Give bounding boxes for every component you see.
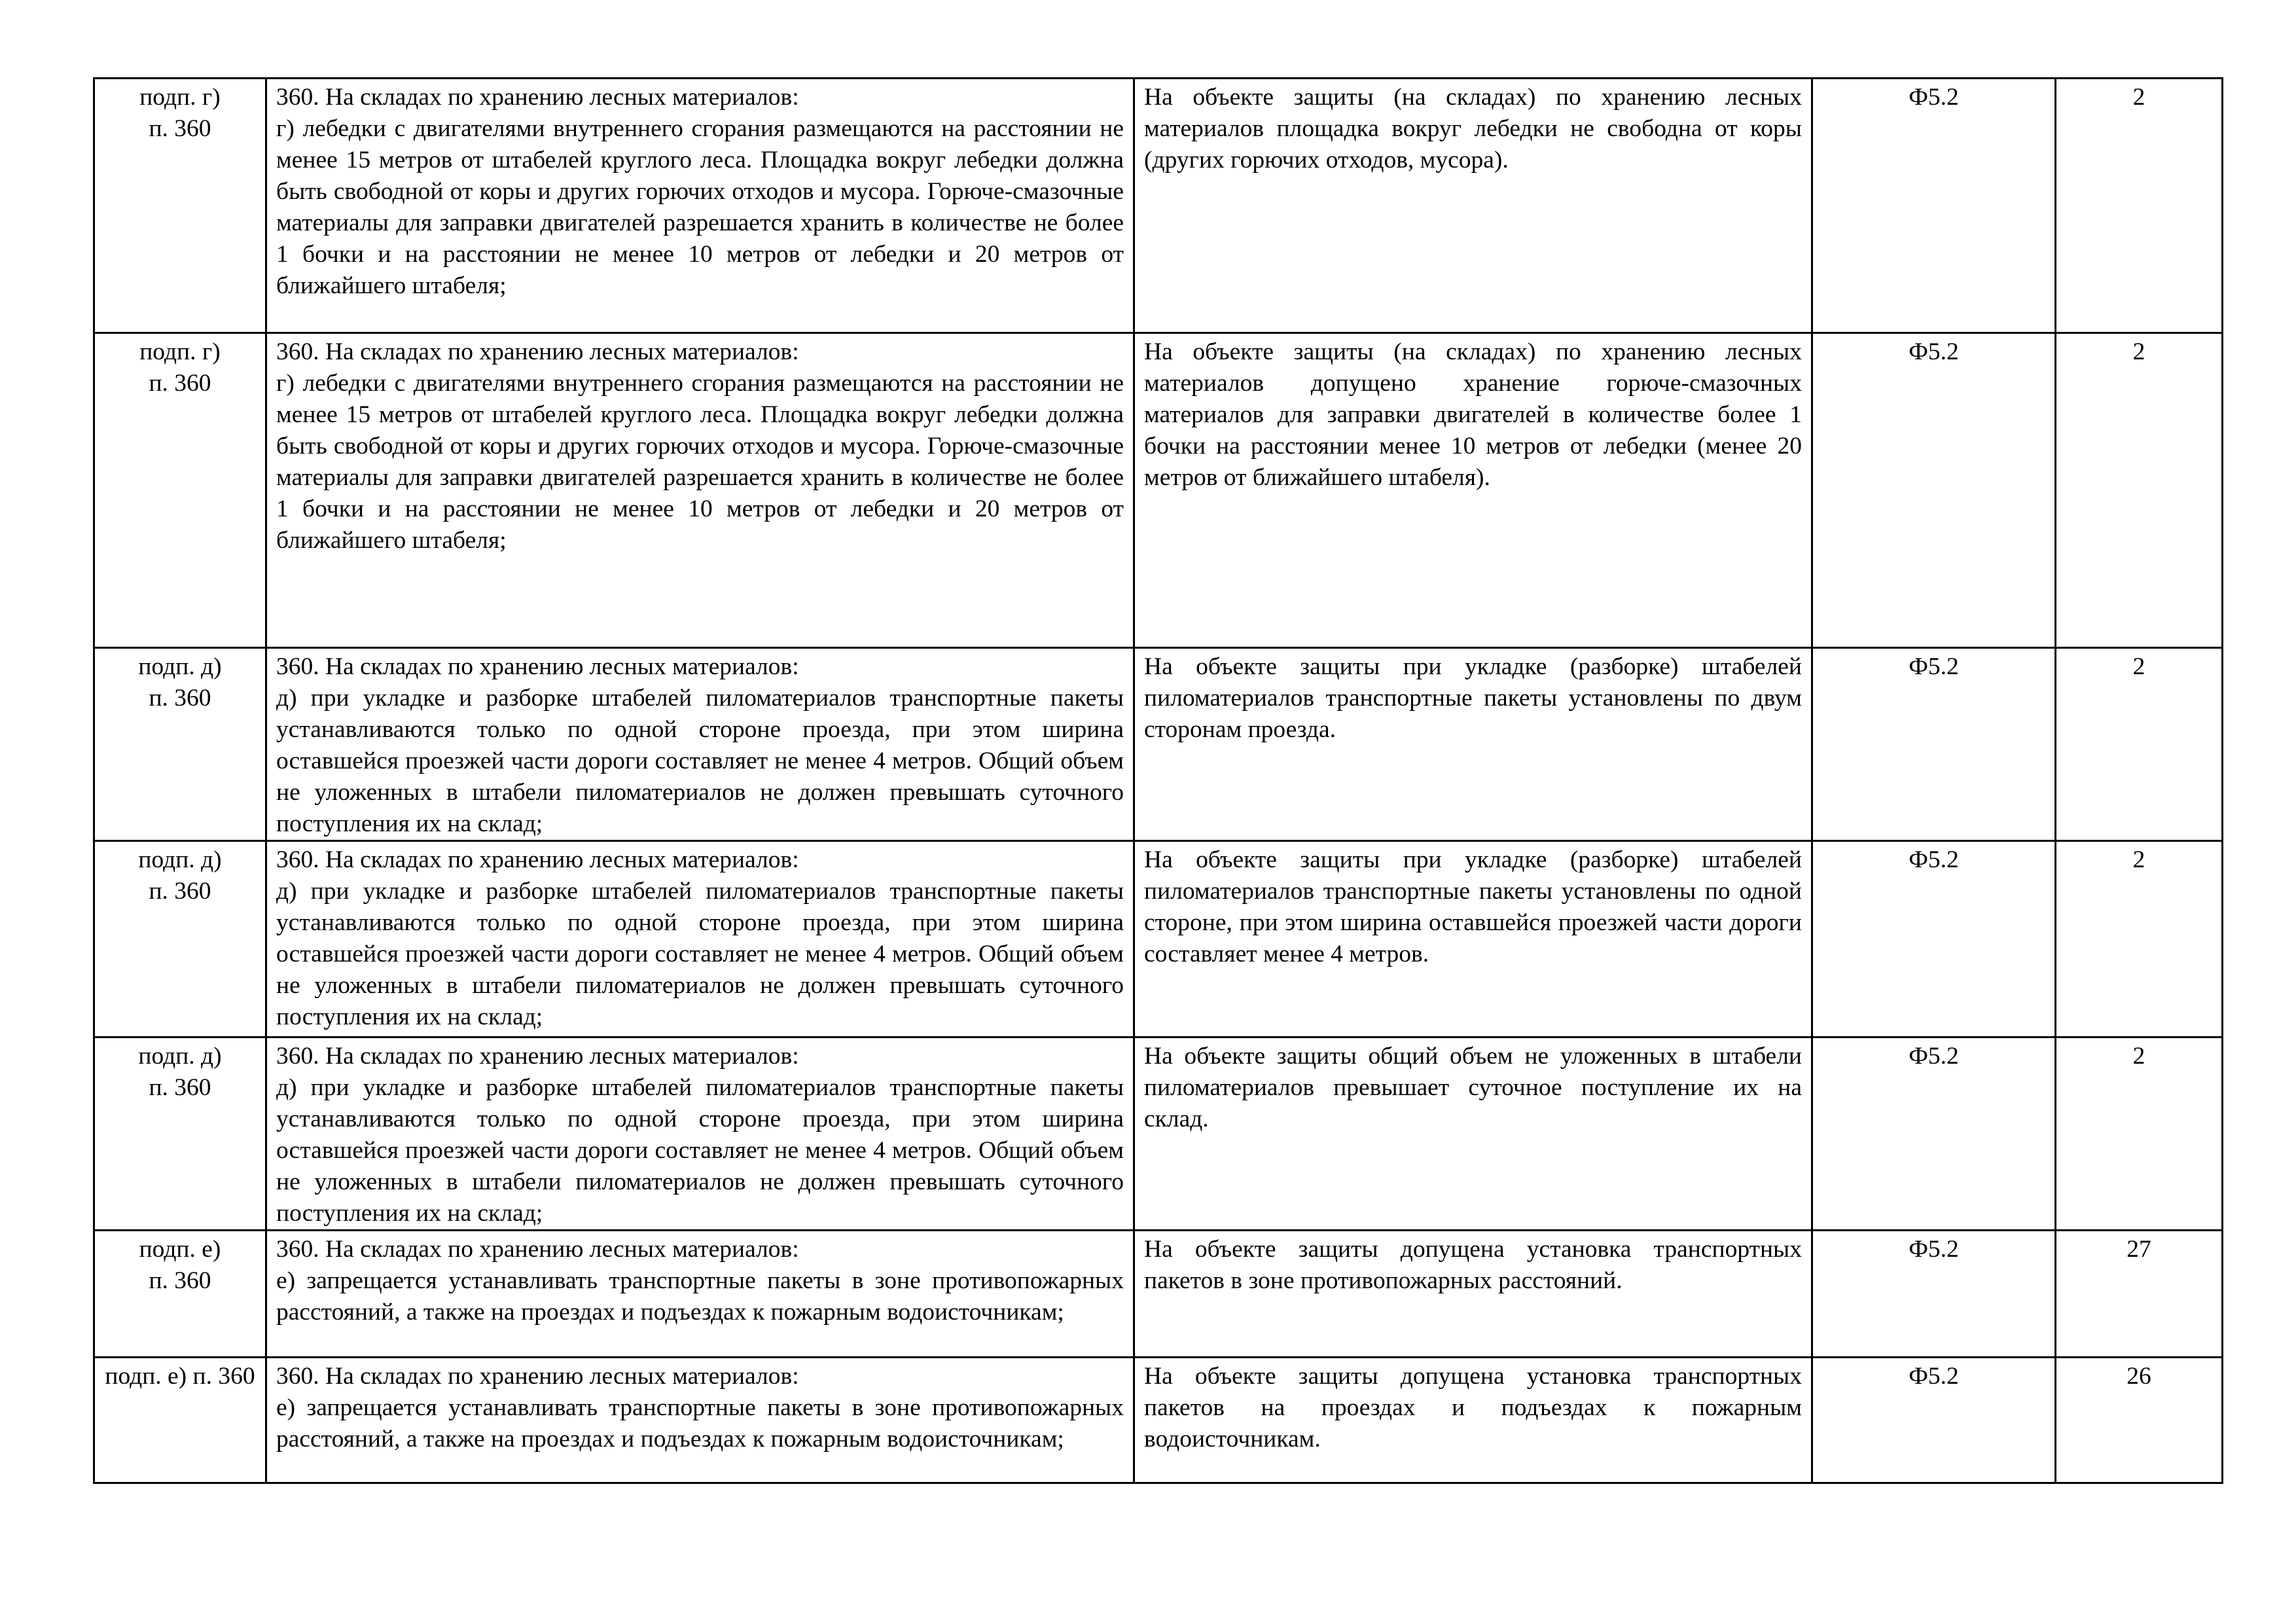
table-row (94, 79, 2223, 333)
requirement-body: г) лебедки с двигателями внутреннего сгорания размещаются на расстоянии не менее 15 метров от штабелей круглого леса. Площадка вокруг лебедки должна быть свободной от коры и других горючих отходов и мусора. Горюче-смазочные материалы для заправки двигателей разрешается хранить в количестве не более 1 бочки и на расстоянии не менее 10 метров от лебедки и 20 метров от ближайшего штабеля; (276, 115, 1124, 299)
requirement-title: 360. На складах по хранению лесных материалов: (276, 653, 799, 680)
row-number: 27 (2056, 1231, 2223, 1358)
row-number: 2 (2056, 841, 2223, 1038)
table-row (94, 1038, 2223, 1231)
table-row (94, 648, 2223, 841)
violation-text: На объекте защиты (на складах) по хранению лесных материалов площадка вокруг лебедки не свободна от коры (других горючих отходов, мусора). (1134, 79, 1812, 333)
requirement-title: 360. На складах по хранению лесных материалов: (276, 846, 799, 873)
requirement-body: д) при укладке и разборке штабелей пиломатериалов транспортные пакеты устанавливаются только по одной стороне проезда, при этом ширина оставшейся проезжей части дороги составляет не менее 4 метров. Общий объем не уложенных в штабели пиломатериалов не должен превышать суточного поступления их на склад; (276, 1074, 1124, 1227)
hazard-class: Ф5.2 (1812, 841, 2056, 1038)
requirement-body: е) запрещается устанавливать транспортные пакеты в зоне противопожарных расстояний, а также на проездах и подъездах к пожарным водоисточникам; (276, 1394, 1124, 1453)
hazard-class: Ф5.2 (1812, 79, 2056, 333)
table-row (94, 333, 2223, 648)
clause-reference: подп. д) п. 360 (94, 1038, 266, 1231)
table-row (94, 1358, 2223, 1483)
hazard-class: Ф5.2 (1812, 1231, 2056, 1358)
requirement-body: д) при укладке и разборке штабелей пиломатериалов транспортные пакеты устанавливаются только по одной стороне проезда, при этом ширина оставшейся проезжей части дороги составляет не менее 4 метров. Общий объем не уложенных в штабели пиломатериалов не должен превышать суточного поступления их на склад; (276, 878, 1124, 1030)
clause-reference: подп. е) п. 360 (94, 1358, 266, 1483)
requirement-text (266, 841, 1134, 1038)
row-number: 2 (2056, 648, 2223, 841)
hazard-class: Ф5.2 (1812, 1358, 2056, 1483)
requirement-title: 360. На складах по хранению лесных материалов: (276, 338, 799, 365)
clause-reference: подп. г) п. 360 (94, 333, 266, 648)
requirement-title: 360. На складах по хранению лесных материалов: (276, 1043, 799, 1070)
clause-reference: подп. д) п. 360 (94, 841, 266, 1038)
table-row (94, 841, 2223, 1038)
violation-text: На объекте защиты при укладке (разборке) штабелей пиломатериалов транспортные пакеты установлены по одной стороне, при этом ширина оставшейся проезжей части дороги составляет менее 4 метров. (1134, 841, 1812, 1038)
violation-text: На объекте защиты при укладке (разборке) штабелей пиломатериалов транспортные пакеты установлены по двум сторонам проезда. (1134, 648, 1812, 841)
requirement-text (266, 1231, 1134, 1358)
requirement-text (266, 79, 1134, 333)
violation-text: На объекте защиты допущена установка транспортных пакетов на проездах и подъездах к пожарным водоисточникам. (1134, 1358, 1812, 1483)
requirement-title: 360. На складах по хранению лесных материалов: (276, 84, 799, 111)
requirement-text (266, 648, 1134, 841)
requirement-title: 360. На складах по хранению лесных материалов: (276, 1236, 799, 1263)
row-number: 2 (2056, 79, 2223, 333)
requirement-title: 360. На складах по хранению лесных материалов: (276, 1363, 799, 1390)
requirements-table (93, 77, 2223, 1484)
violation-text: На объекте защиты допущена установка транспортных пакетов в зоне противопожарных расстояний. (1134, 1231, 1812, 1358)
hazard-class: Ф5.2 (1812, 648, 2056, 841)
row-number: 26 (2056, 1358, 2223, 1483)
clause-reference: подп. е) п. 360 (94, 1231, 266, 1358)
violation-text: На объекте защиты (на складах) по хранению лесных материалов допущено хранение горюче-смазочных материалов для заправки двигателей в количестве более 1 бочки на расстоянии менее 10 метров от лебедки (менее 20 метров от ближайшего штабеля). (1134, 333, 1812, 648)
requirement-text (266, 1358, 1134, 1483)
hazard-class: Ф5.2 (1812, 333, 2056, 648)
violation-text: На объекте защиты общий объем не уложенных в штабели пиломатериалов превышает суточное поступление их на склад. (1134, 1038, 1812, 1231)
requirement-text (266, 1038, 1134, 1231)
table-row (94, 1231, 2223, 1358)
clause-reference: подп. д) п. 360 (94, 648, 266, 841)
row-number: 2 (2056, 333, 2223, 648)
requirement-body: д) при укладке и разборке штабелей пиломатериалов транспортные пакеты устанавливаются только по одной стороне проезда, при этом ширина оставшейся проезжей части дороги составляет не менее 4 метров. Общий объем не уложенных в штабели пиломатериалов не должен превышать суточного поступления их на склад; (276, 685, 1124, 837)
requirement-body: г) лебедки с двигателями внутреннего сгорания размещаются на расстоянии не менее 15 метров от штабелей круглого леса. Площадка вокруг лебедки должна быть свободной от коры и других горючих отходов и мусора. Горюче-смазочные материалы для заправки двигателей разрешается хранить в количестве не более 1 бочки и на расстоянии не менее 10 метров от лебедки и 20 метров от ближайшего штабеля; (276, 370, 1124, 554)
row-number: 2 (2056, 1038, 2223, 1231)
requirement-text (266, 333, 1134, 648)
hazard-class: Ф5.2 (1812, 1038, 2056, 1231)
clause-reference: подп. г) п. 360 (94, 79, 266, 333)
requirement-body: е) запрещается устанавливать транспортные пакеты в зоне противопожарных расстояний, а также на проездах и подъездах к пожарным водоисточникам; (276, 1267, 1124, 1326)
